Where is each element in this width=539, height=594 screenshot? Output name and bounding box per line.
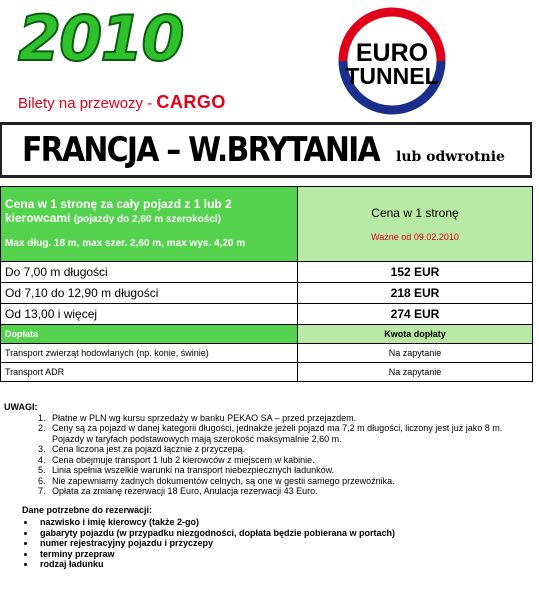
surcharge-value: Na zapytanie bbox=[298, 344, 533, 363]
notes-section bbox=[4, 402, 534, 570]
price-header-note: (pojazdy do 2,60 m szerokości) bbox=[73, 214, 221, 225]
price-row bbox=[1, 283, 533, 304]
note-item: 1. Płatne w PLN wg kursu sprzedaży w banku PEKAO SA – przed przejazdem. bbox=[48, 413, 534, 424]
booking-title: Dane potrzebne do rezerwacji: bbox=[22, 504, 153, 515]
price-row bbox=[1, 304, 533, 325]
price-row-label: Od 7,10 do 12,90 m długości bbox=[1, 283, 298, 304]
price-row-label: Do 7,00 m długości bbox=[1, 262, 298, 283]
price-row-value: 152 EUR bbox=[298, 262, 533, 283]
surcharge-label: Transport zwierząt hodowlanych (np. konie, świnie) bbox=[1, 344, 298, 363]
price-header-left bbox=[1, 187, 298, 262]
route-title: FRANCJA – W.BRYTANIA bbox=[22, 130, 379, 170]
notes-title: UWAGI: bbox=[4, 402, 38, 412]
price-row bbox=[1, 262, 533, 283]
note-item: 5. Linia spełnia wszelkie warunki na transport niebezpiecznych ładunków. bbox=[48, 465, 534, 476]
year-title: 2010 bbox=[18, 2, 183, 75]
note-item: 7. Opłata za zmianę rezerwacji 18 Euro, Anulacja rezerwacji 43 Euro. bbox=[48, 486, 534, 497]
note-item: 3. Cena liczona jest za pojazd łącznie z przyczepą. bbox=[48, 444, 534, 455]
price-header-dims: Max dług. 18 m, max szer. 2,60 m, max wys. 4,20 m bbox=[5, 238, 246, 249]
note-item: 6. Nie zapewniamy żadnych dokumentów celnych, są one w gestii samego przewoźnika. bbox=[48, 476, 534, 487]
booking-item: • gabaryty pojazdu (w przypadku niezgodności, dopłata będzie pobierana w portach) bbox=[36, 528, 534, 539]
route-alt: lub odwrotnie bbox=[396, 149, 505, 165]
price-row-value: 218 EUR bbox=[298, 283, 533, 304]
booking-item: • nazwisko i imię kierowcy (także 2-go) bbox=[36, 517, 534, 528]
subtitle-cargo: CARGO bbox=[156, 92, 226, 112]
price-row-value: 274 EUR bbox=[298, 304, 533, 325]
logo-text-line1: EURO bbox=[355, 39, 429, 67]
surcharge-header: Dopłata bbox=[1, 325, 298, 344]
price-header-title: Cena w 1 stronę bbox=[371, 206, 459, 220]
price-row-label: Od 13,00 i więcej bbox=[1, 304, 298, 325]
surcharge-value: Na zapytanie bbox=[298, 363, 533, 382]
note-item: 2. Ceny są za pojazd w danej kategorii długości, jednakże jeżeli pojazd ma 7,2 m długości, liczony jest już jako 8 m. Pojazdy w taryfach podstawowych mają szerokość maksymalnie 2,60 m. bbox=[48, 423, 534, 444]
booking-item: • terminy przepraw bbox=[36, 549, 534, 560]
booking-item: • numer rejestracyjny pojazdu i przyczepy bbox=[36, 538, 534, 549]
price-header-right bbox=[298, 187, 533, 262]
price-header-row bbox=[1, 187, 533, 262]
route-banner bbox=[0, 122, 532, 178]
eurotunnel-logo bbox=[335, 4, 449, 118]
surcharge-label: Transport ADR bbox=[1, 363, 298, 382]
booking-item: • rodzaj ładunku bbox=[36, 559, 534, 570]
surcharge-header-row bbox=[1, 325, 533, 344]
surcharge-value-header: Kwota dopłaty bbox=[298, 325, 533, 344]
note-item: 4. Cena obejmuje transport 1 lub 2 kierowców z miejscem w kabinie. bbox=[48, 455, 534, 466]
valid-from: Ważne od 09.02.2010 bbox=[371, 232, 459, 242]
subtitle-prefix: Bilety na przewozy - bbox=[18, 95, 157, 112]
surcharge-row bbox=[1, 363, 533, 382]
notes-list bbox=[4, 413, 534, 497]
price-table bbox=[0, 186, 533, 382]
subtitle bbox=[18, 92, 226, 113]
logo-text-line2: TUNNEL bbox=[345, 63, 439, 89]
booking-list bbox=[4, 517, 534, 570]
surcharge-row bbox=[1, 344, 533, 363]
price-header-main: Cena w 1 stronę za cały pojazd z 1 lub 2 kierowcami bbox=[5, 197, 232, 225]
